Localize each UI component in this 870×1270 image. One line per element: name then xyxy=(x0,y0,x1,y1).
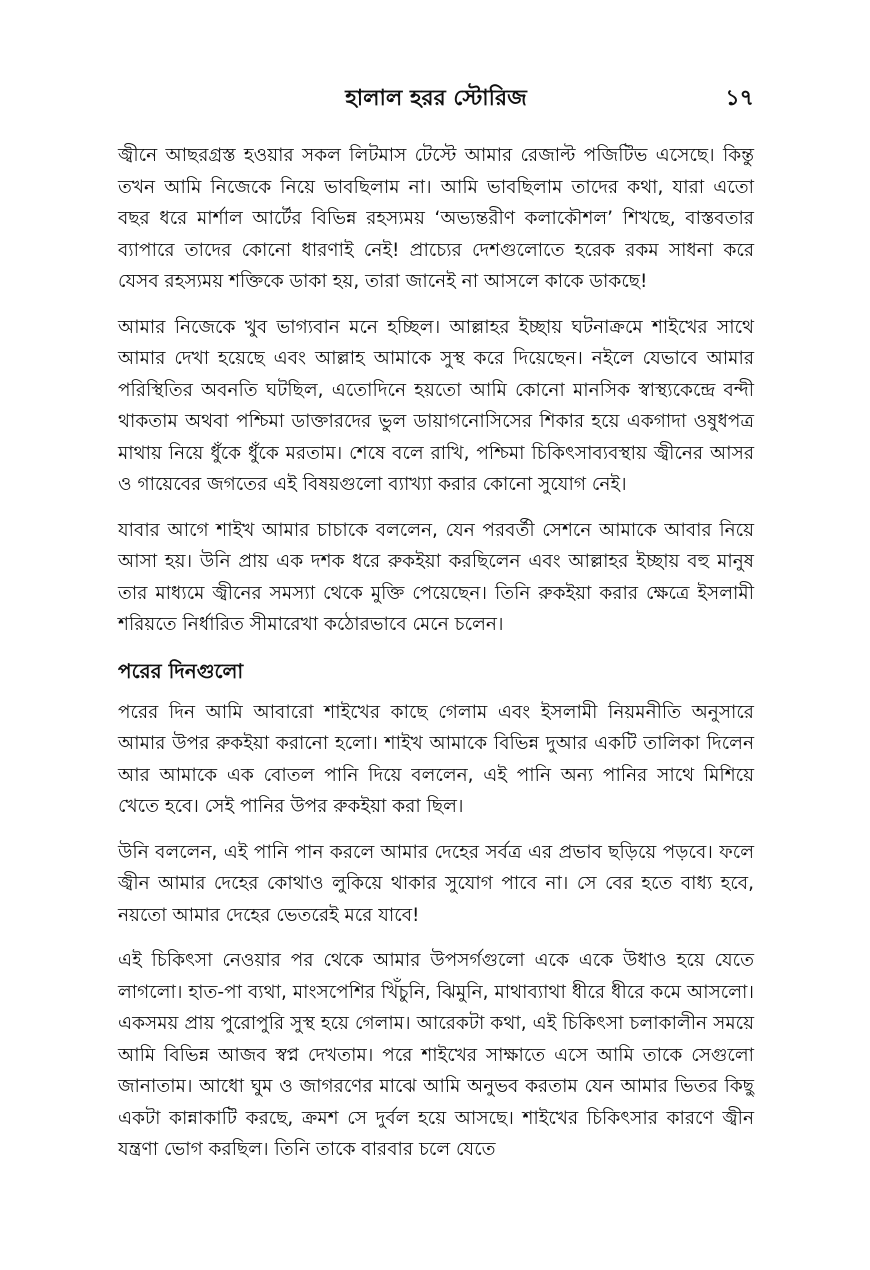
section-heading: পরের দিনগুলো xyxy=(118,658,244,683)
paragraph: উনি বললেন, এই পানি পান করলে আমার দেহের সর্বত্র এর প্রভাব ছড়িয়ে পড়বে। ফলে জ্বীন আমার দেহের কোথাও লুকিয়ে থাকার সুযোগ পাবে না। সে বের হতে বাধ্য হবে, নয়তো আমার দেহের ভেতরেই মরে যাবে! xyxy=(118,841,754,926)
running-header xyxy=(118,82,754,116)
paragraph: আমার নিজেকে খুব ভাগ্যবান মনে হচ্ছিল। আল্লাহর ইচ্ছায় ঘটনাক্রমে শাইখের সাথে আমার দেখা হয়েছে এবং আল্লাহ আমাকে সুস্থ করে দিয়েছেন। নইলে যেভাবে আমার পরিস্থিতির অবনতি ঘটছিল, এতোদিনে হয়তো আমি কোনো মানসিক স্বাস্থ্যকেন্দ্রে বন্দী থাকতাম অথবা পশ্চিমা ডাক্তারদের ভুল ডায়াগনোসিসের শিকার হয়ে একগাদা ওষুধপত্র মাথায় নিয়ে ধুঁকে ধুঁকে মরতাম। শেষে বলে রাখি, পশ্চিমা চিকিৎসাব্যবস্থায় জ্বীনের আসর ও গায়েবের জগতের এই বিষয়গুলো ব্যাখ্যা করার কোনো সুযোগ নেই। xyxy=(118,316,754,495)
book-title: হালাল হরর স্টোরিজ xyxy=(345,86,527,111)
paragraph: যাবার আগে শাইখ আমার চাচাকে বললেন, যেন পরবর্তী সেশনে আমাকে আবার নিয়ে আসা হয়। উনি প্রায় এক দশক ধরে রুকইয়া করছিলেন এবং আল্লাহর ইচ্ছায় বহু মানুষ তার মাধ্যমে জ্বীনের সমস্যা থেকে মুক্তি পেয়েছেন। তিনি রুকইয়া করার ক্ষেত্রে ইসলামী শরিয়তে নির্ধারিত সীমারেখা কঠোরভাবে মেনে চলেন। xyxy=(118,519,754,635)
page-number: ১৭ xyxy=(725,86,754,111)
paragraph: জ্বীনে আছরগ্রস্ত হওয়ার সকল লিটমাস টেস্টে আমার রেজাল্ট পজিটিভ এসেছে। কিন্তু তখন আমি নিজেকে নিয়ে ভাবছিলাম না। আমি ভাবছিলাম তাদের কথা, যারা এতো বছর ধরে মার্শাল আর্টের বিভিন্ন রহস্যময় ‘অভ্যন্তরীণ কলাকৌশল’ শিখছে, বাস্তবতার ব্যাপারে তাদের কোনো ধারণাই নেই! প্রাচ্যের দেশগুলোতে হরেক রকম সাধনা করে যেসব রহস্যময় শক্তিকে ডাকা হয়, তারা জানেই না আসলে কাকে ডাকছে! xyxy=(118,145,754,292)
paragraph: এই চিকিৎসা নেওয়ার পর থেকে আমার উপসর্গগুলো একে একে উধাও হয়ে যেতে লাগলো। হাত-পা ব্যথা, মাংসপেশির খিঁচুনি, ঝিমুনি, মাথাব্যাথা ধীরে ধীরে কমে আসলো। একসময় প্রায় পুরোপুরি সুস্থ হয়ে গেলাম। আরেকটা কথা, এই চিকিৎসা চলাকালীন সময়ে আমি বিভিন্ন আজব স্বপ্ন দেখতাম। পরে শাইখের সাক্ষাতে এসে আমি তাকে সেগুলো জানাতাম। আধো ঘুম ও জাগরণের মাঝে আমি অনুভব করতাম যেন আমার ভিতর কিছু একটা কান্নাকাটি করছে, ক্রমশ সে দুর্বল হয়ে আসছে। শাইখের চিকিৎসার কারণে জ্বীন যন্ত্রণা ভোগ করছিল। তিনি তাকে বারবার চলে যেতে xyxy=(118,950,754,1160)
paragraph: পরের দিন আমি আবারো শাইখের কাছে গেলাম এবং ইসলামী নিয়মনীতি অনুসারে আমার উপর রুকইয়া করানো হলো। শাইখ আমাকে বিভিন্ন দুআর একটি তালিকা দিলেন আর আমাকে এক বোতল পানি দিয়ে বললেন, এই পানি অন্য পানির সাথে মিশিয়ে খেতে হবে। সেই পানির উপর রুকইয়া করা ছিল। xyxy=(118,701,754,817)
page-body xyxy=(118,140,754,1180)
